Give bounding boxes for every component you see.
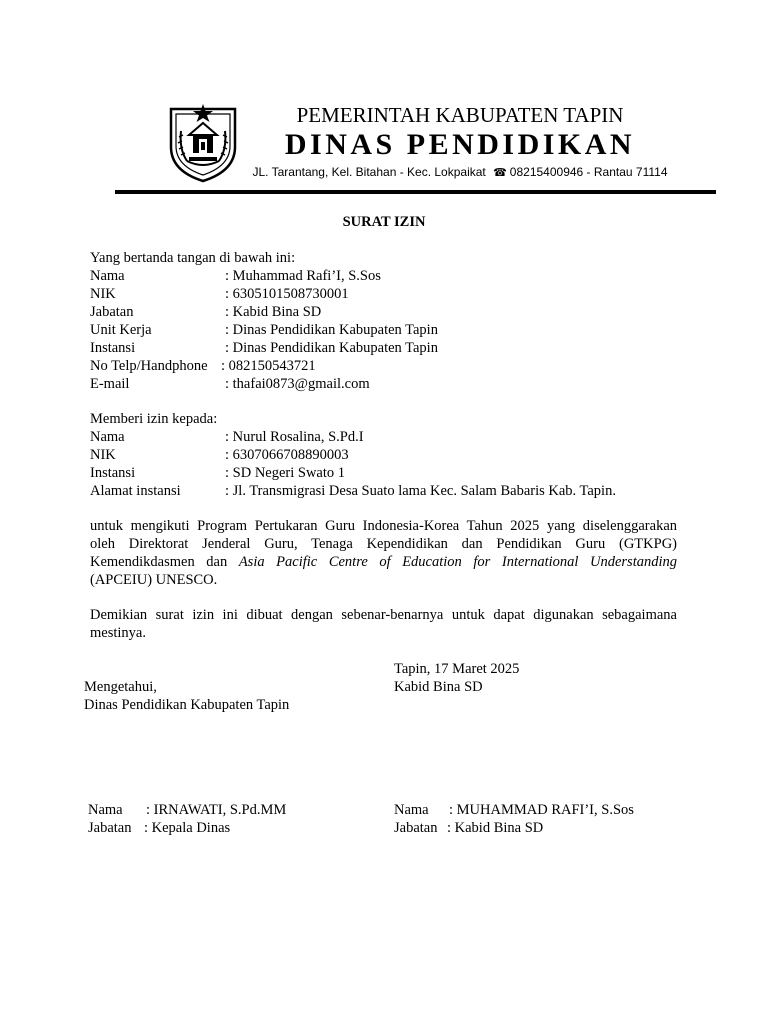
signer-label-name: Nama: [90, 268, 125, 284]
signer-value-position: : Kabid Bina SD: [225, 304, 322, 320]
left-signature-position-label: Jabatan: [88, 820, 132, 836]
grantee-label-nik: NIK: [90, 447, 116, 463]
address-phone-postal: 08215400946 - Rantau 71114: [509, 165, 668, 179]
grantee-value-address: : Jl. Transmigrasi Desa Suato lama Kec. Salam Babaris Kab. Tapin.: [225, 483, 616, 499]
place-date: Tapin, 17 Maret 2025: [394, 661, 520, 677]
right-signature-name-label: Nama: [394, 802, 429, 818]
address-text: JL. Tarantang, Kel. Bitahan - Kec. Lokpaikat: [252, 165, 486, 179]
purpose-paragraph: [90, 517, 677, 589]
government-name: PEMERINTAH KABUPATEN TAPIN: [296, 103, 624, 127]
left-signature-name: : IRNAWATI, S.Pd.MM: [146, 802, 287, 818]
purpose-line: [90, 553, 677, 571]
right-signature-name: : MUHAMMAD RAFI’I, S.Sos: [449, 802, 634, 818]
signer-value-name: : Muhammad Rafi’I, S.Sos: [225, 268, 381, 284]
closing-paragraph: [90, 606, 677, 642]
left-signature-name-label: Nama: [88, 802, 123, 818]
right-signer-role: Kabid Bina SD: [394, 679, 483, 695]
phone-icon: ☎: [493, 167, 507, 179]
signer-label-institution: Instansi: [90, 340, 136, 356]
signer-label-position: Jabatan: [90, 304, 134, 320]
closing-line: Demikian surat izin ini dibuat dengan sebenar-benarnya untuk dapat digunakan sebagaimana: [90, 607, 677, 623]
signer-label-nik: NIK: [90, 286, 116, 302]
grantee-label-name: Nama: [90, 429, 125, 445]
right-signature-position-label: Jabatan: [394, 820, 438, 836]
acknowledging-agency: Dinas Pendidikan Kabupaten Tapin: [84, 697, 290, 713]
header-divider: [115, 190, 716, 194]
left-signature-position: : Kepala Dinas: [144, 820, 231, 836]
purpose-line-start: Kemendikdasmen dan: [90, 554, 228, 570]
signer-value-nik: : 6305101508730001: [225, 286, 349, 302]
grantee-value-institution: : SD Negeri Swato 1: [225, 465, 346, 481]
grantee-label-address: Alamat instansi: [90, 483, 181, 499]
organization-name-italic: Asia Pacific Centre of Education for International Understanding: [238, 554, 677, 570]
right-signature-position: : Kabid Bina SD: [447, 820, 544, 836]
grant-intro-text: Memberi izin kepada:: [90, 411, 218, 427]
signer-value-unit: : Dinas Pendidikan Kabupaten Tapin: [225, 322, 438, 338]
signer-value-phone: : 082150543721: [221, 358, 316, 374]
grantee-label-institution: Instansi: [90, 465, 136, 481]
signer-label-email: E-mail: [90, 376, 130, 392]
agency-address: [0, 165, 768, 179]
closing-line: mestinya.: [90, 625, 146, 641]
intro-text: Yang bertanda tangan di bawah ini:: [90, 250, 296, 266]
purpose-line: (APCEIU) UNESCO.: [90, 572, 218, 588]
signer-label-unit: Unit Kerja: [90, 322, 152, 338]
grantee-value-nik: : 6307066708890003: [225, 447, 349, 463]
signer-label-phone: No Telp/Handphone: [90, 358, 208, 374]
signer-value-email: : thafai0873@gmail.com: [225, 376, 370, 392]
agency-name: DINAS PENDIDIKAN: [284, 128, 636, 161]
purpose-line: oleh Direktorat Jenderal Guru, Tenaga Kependidikan dan Pendidikan Guru (GTKPG): [90, 536, 677, 552]
signer-value-institution: : Dinas Pendidikan Kabupaten Tapin: [225, 340, 438, 356]
purpose-line: untuk mengikuti Program Pertukaran Guru Indonesia-Korea Tahun 2025 yang diselenggarakan: [90, 518, 677, 534]
grantee-value-name: : Nurul Rosalina, S.Pd.I: [225, 429, 364, 445]
acknowledged-label: Mengetahui,: [84, 679, 157, 695]
letter-title: SURAT IZIN: [342, 214, 426, 230]
